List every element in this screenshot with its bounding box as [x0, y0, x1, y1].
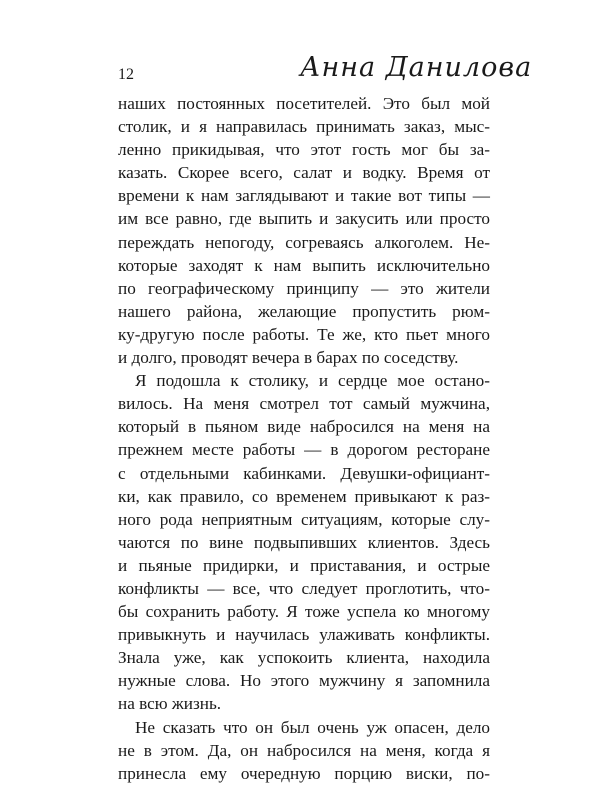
text-line: чаются по вине подвыпивших клиентов. Здесь [118, 532, 490, 552]
text-line: Я подошла к столику, и сердце мое остано- [135, 371, 490, 391]
text-line: бы сохранить работу. Я тоже успела ко многому [118, 602, 490, 622]
text-line: вилось. На меня смотрел тот самый мужчина, [118, 394, 490, 414]
text-line: времени к нам заглядывают и такие вот типы — [118, 186, 490, 206]
text-line: столик, и я направилась принимать заказ, мыс- [118, 117, 490, 137]
text-line: ку-другую после работы. Те же, кто пьет много [118, 324, 490, 344]
text-line: по географическому принципу — это жители [118, 278, 490, 298]
text-line: на всю жизнь. [118, 694, 222, 714]
body-text [118, 92, 490, 785]
running-head-author: Анна Данилова [300, 52, 533, 83]
text-line: прежнем месте работы — в дорогом ресторане [118, 440, 490, 460]
text-line: не в этом. Да, он набросился на меня, когда я [118, 740, 490, 760]
text-line: которые заходят к нам выпить исключительно [118, 255, 490, 275]
text-line: нужные слова. Но этого мужчину я запомнила [118, 671, 490, 691]
text-line: ного рода неприятным ситуациям, которые слу- [118, 509, 490, 529]
text-line: принесла ему очередную порцию виски, по- [118, 763, 490, 783]
page-number: 12 [118, 66, 134, 83]
text-line: который в пьяном виде набросился на меня на [118, 417, 490, 437]
text-line: Не сказать что он был очень уж опасен, дело [135, 717, 490, 737]
text-line: казать. Скорее всего, салат и водку. Время от [118, 163, 490, 183]
text-line: Знала уже, как успокоить клиента, находила [118, 648, 490, 668]
text-line: конфликты — все, что следует проглотить, что- [118, 578, 490, 598]
text-line: с отдельными кабинками. Девушки-официант- [118, 463, 490, 483]
text-line: и пьяные придирки, и приставания, и острые [118, 555, 490, 575]
text-line: ленно прикидывая, что этот гость мог бы за- [118, 140, 490, 160]
text-line: привыкнуть и научилась улаживать конфликты. [118, 625, 490, 645]
text-line: ки, как правило, со временем привыкают к раз- [118, 486, 490, 506]
text-line: и долго, проводят вечера в барах по соседству. [118, 348, 459, 368]
text-line: нашего района, желающие пропустить рюм- [118, 301, 490, 321]
text-line: им все равно, где выпить и закусить или просто [118, 209, 490, 229]
text-line: переждать непогоду, согреваясь алкоголем. Не- [118, 232, 490, 252]
text-line: наших постоянных посетителей. Это был мой [118, 94, 490, 113]
